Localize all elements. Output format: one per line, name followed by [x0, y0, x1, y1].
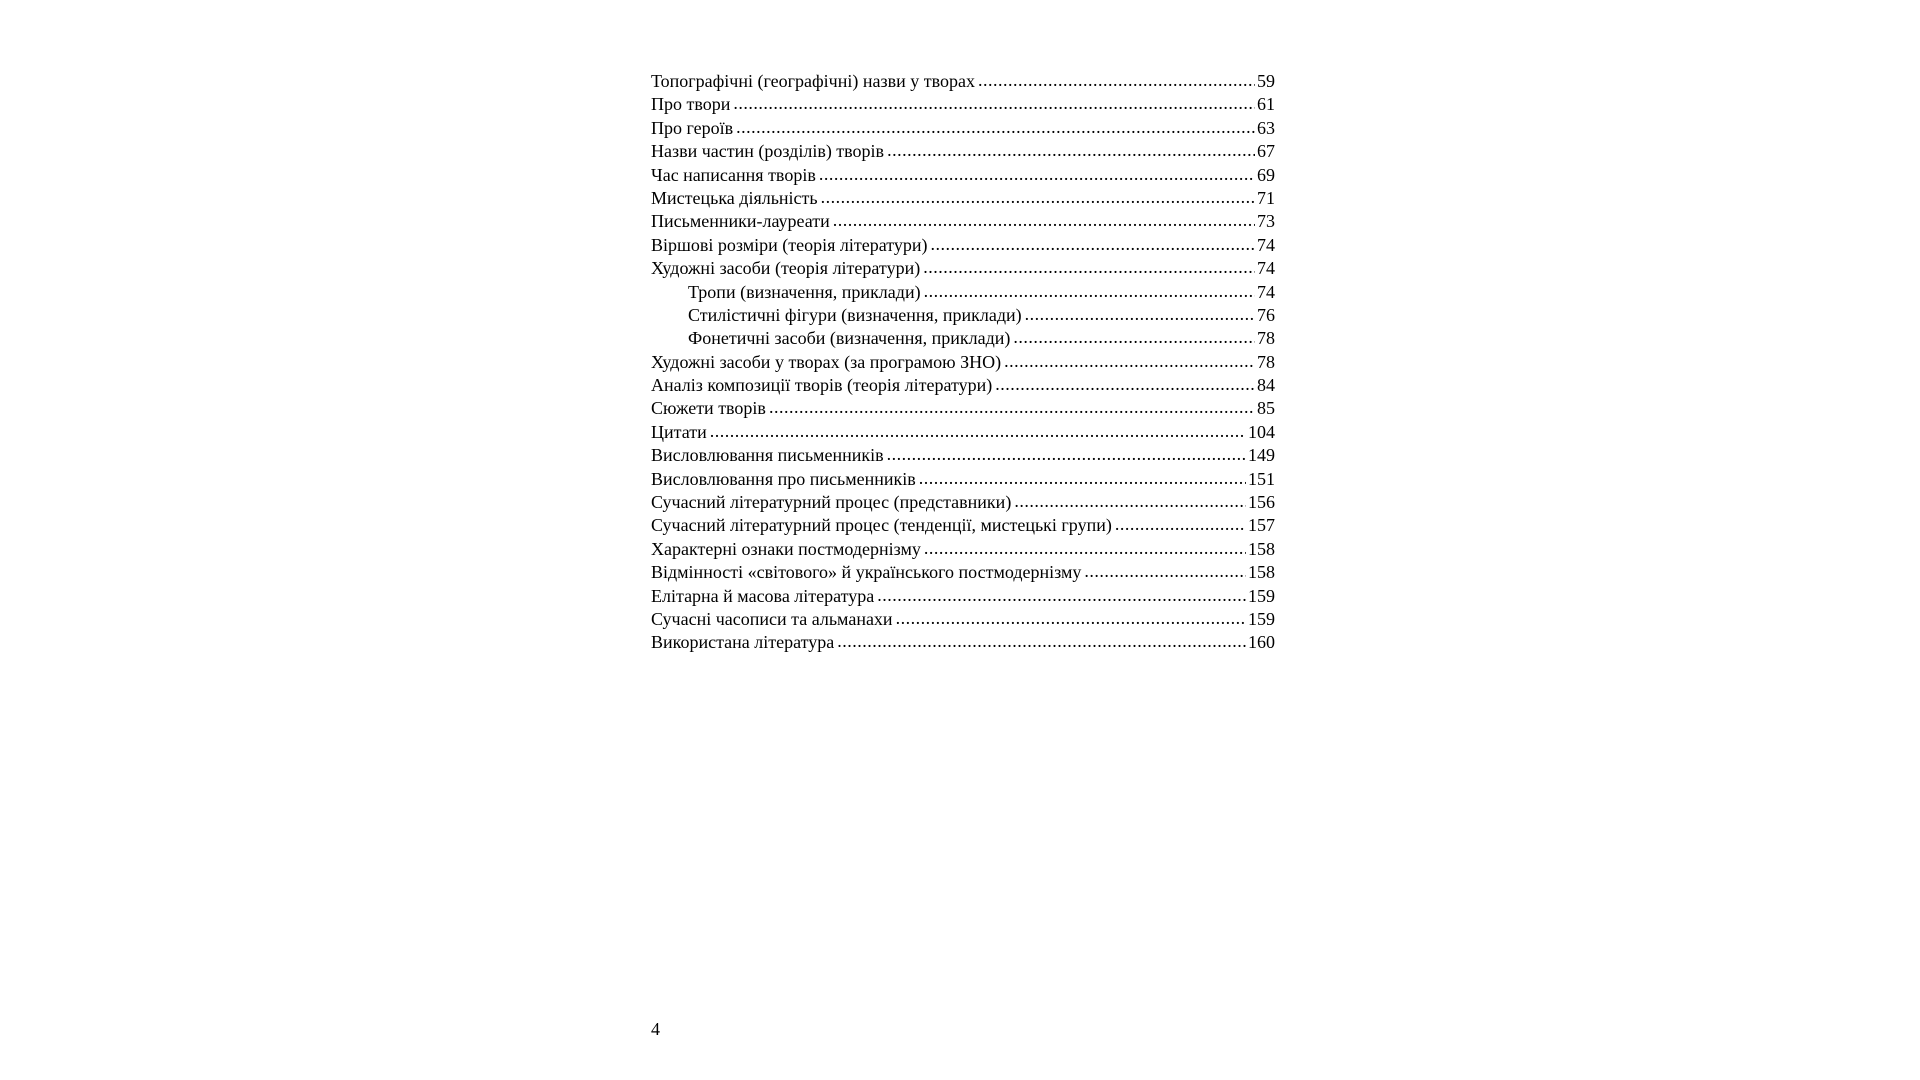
- toc-entry-page: 151: [1248, 468, 1275, 489]
- toc-entry-page: 59: [1257, 71, 1275, 91]
- toc-dot-leader: [1013, 326, 1255, 349]
- toc-entry[interactable]: [651, 538, 1275, 561]
- toc-dot-leader: [736, 116, 1255, 139]
- toc-entry-page: 159: [1248, 608, 1275, 629]
- toc-entry-page: 149: [1248, 445, 1275, 466]
- toc-dot-leader: [887, 139, 1255, 162]
- toc-entry-page: 71: [1257, 187, 1275, 208]
- toc-entry-title: Характерні ознаки постмодернізму: [651, 538, 923, 561]
- toc-entry[interactable]: [651, 514, 1275, 537]
- toc-dot-leader: [931, 233, 1256, 256]
- toc-entry-page: 74: [1257, 281, 1275, 302]
- page-number: 4: [651, 1019, 660, 1039]
- toc-entry[interactable]: [651, 140, 1275, 163]
- toc-entry[interactable]: [651, 468, 1275, 491]
- toc-dot-leader: [833, 209, 1255, 232]
- toc-entry-title: Назви частин (розділів) творів: [651, 140, 886, 163]
- toc-dot-leader: [924, 537, 1246, 560]
- toc-entry-title: Сучасний літературний процес (тенденції, мистецькі групи): [651, 514, 1114, 537]
- toc-entry-page: 160: [1248, 632, 1275, 653]
- toc-dot-leader: [924, 280, 1255, 303]
- toc-entry-title: Тропи (визначення, приклади): [688, 281, 923, 304]
- toc-dot-leader: [896, 607, 1246, 630]
- toc-entry-page: 84: [1257, 375, 1275, 396]
- toc-entry-page: 159: [1248, 585, 1275, 606]
- toc-entry-page: 104: [1248, 421, 1275, 442]
- toc-entry-title: Про героїв: [651, 117, 735, 140]
- toc-entry[interactable]: [651, 70, 1275, 93]
- toc-entry-title: Сучасні часописи та альманахи: [651, 608, 895, 631]
- toc-entry[interactable]: [651, 234, 1275, 257]
- toc-entry[interactable]: [651, 117, 1275, 140]
- toc-entry-page: 69: [1257, 164, 1275, 185]
- toc-entry[interactable]: [651, 491, 1275, 514]
- toc-entry-page: 78: [1257, 351, 1275, 372]
- toc-dot-leader: [1014, 490, 1246, 513]
- toc-entry-title: Час написання творів: [651, 164, 818, 187]
- toc-dot-leader: [710, 420, 1246, 443]
- table-of-contents: [651, 70, 1275, 655]
- toc-entry-page: 67: [1257, 141, 1275, 162]
- toc-dot-leader: [819, 163, 1255, 186]
- toc-entry-title: Віршові розміри (теорія літератури): [651, 234, 930, 257]
- toc-dot-leader: [1004, 350, 1255, 373]
- toc-entry-page: 74: [1257, 234, 1275, 255]
- toc-entry-title: Топографічні (географічні) назви у творах: [651, 70, 977, 93]
- toc-dot-leader: [923, 256, 1255, 279]
- toc-entry-title: Висловлювання письменників: [651, 444, 886, 467]
- toc-entry[interactable]: [651, 351, 1275, 374]
- toc-entry-title: Фонетичні засоби (визначення, приклади): [688, 327, 1012, 350]
- toc-entry-title: Сюжети творів: [651, 397, 768, 420]
- toc-entry[interactable]: [651, 93, 1275, 116]
- toc-entry-title: Цитати: [651, 421, 709, 444]
- toc-entry[interactable]: [651, 187, 1275, 210]
- toc-entry[interactable]: [651, 164, 1275, 187]
- toc-dot-leader: [995, 373, 1255, 396]
- toc-entry-title: Письменники-лауреати: [651, 210, 832, 233]
- toc-dot-leader: [837, 630, 1246, 653]
- toc-entry-title: Стилістичні фігури (визначення, приклади): [688, 304, 1024, 327]
- toc-entry[interactable]: [651, 585, 1275, 608]
- toc-entry-title: Висловлювання про письменників: [651, 468, 918, 491]
- toc-dot-leader: [733, 92, 1255, 115]
- toc-entry-page: 76: [1257, 304, 1275, 325]
- toc-dot-leader: [1115, 513, 1246, 536]
- toc-entry[interactable]: [651, 561, 1275, 584]
- toc-entry-title: Художні засоби (теорія літератури): [651, 257, 922, 280]
- toc-subentry[interactable]: [651, 281, 1275, 304]
- toc-entry-page: 157: [1248, 515, 1275, 536]
- toc-dot-leader: [877, 584, 1246, 607]
- toc-entry-page: 61: [1257, 94, 1275, 115]
- toc-entry[interactable]: [651, 374, 1275, 397]
- toc-dot-leader: [1084, 560, 1246, 583]
- toc-subentry[interactable]: [651, 304, 1275, 327]
- toc-entry-title: Художні засоби у творах (за програмою ЗНО): [651, 351, 1003, 374]
- toc-entry-page: 63: [1257, 117, 1275, 138]
- toc-entry-page: 158: [1248, 538, 1275, 559]
- toc-entry[interactable]: [651, 608, 1275, 631]
- toc-entry[interactable]: [651, 210, 1275, 233]
- toc-entry[interactable]: [651, 444, 1275, 467]
- toc-entry-title: Про твори: [651, 93, 732, 116]
- toc-entry[interactable]: [651, 397, 1275, 420]
- toc-entry-page: 85: [1257, 398, 1275, 419]
- toc-dot-leader: [978, 69, 1255, 92]
- toc-entry-title: Мистецька діяльність: [651, 187, 820, 210]
- toc-entry-page: 156: [1248, 492, 1275, 513]
- toc-entry-page: 78: [1257, 328, 1275, 349]
- toc-entry-title: Елітарна й масова література: [651, 585, 876, 608]
- toc-dot-leader: [919, 467, 1246, 490]
- toc-dot-leader: [821, 186, 1255, 209]
- toc-entry-page: 158: [1248, 562, 1275, 583]
- toc-entry-title: Відмінності «світового» й українського постмодернізму: [651, 561, 1083, 584]
- toc-entry-title: Сучасний літературний процес (представники): [651, 491, 1013, 514]
- toc-entry-page: 74: [1257, 258, 1275, 279]
- toc-entry-page: 73: [1257, 211, 1275, 232]
- toc-entry[interactable]: [651, 421, 1275, 444]
- toc-subentry[interactable]: [651, 327, 1275, 350]
- toc-entry-title: Аналіз композиції творів (теорія літератури): [651, 374, 994, 397]
- toc-dot-leader: [887, 443, 1246, 466]
- toc-dot-leader: [769, 396, 1255, 419]
- toc-entry[interactable]: [651, 631, 1275, 654]
- toc-entry[interactable]: [651, 257, 1275, 280]
- toc-entry-title: Використана література: [651, 631, 836, 654]
- toc-dot-leader: [1025, 303, 1255, 326]
